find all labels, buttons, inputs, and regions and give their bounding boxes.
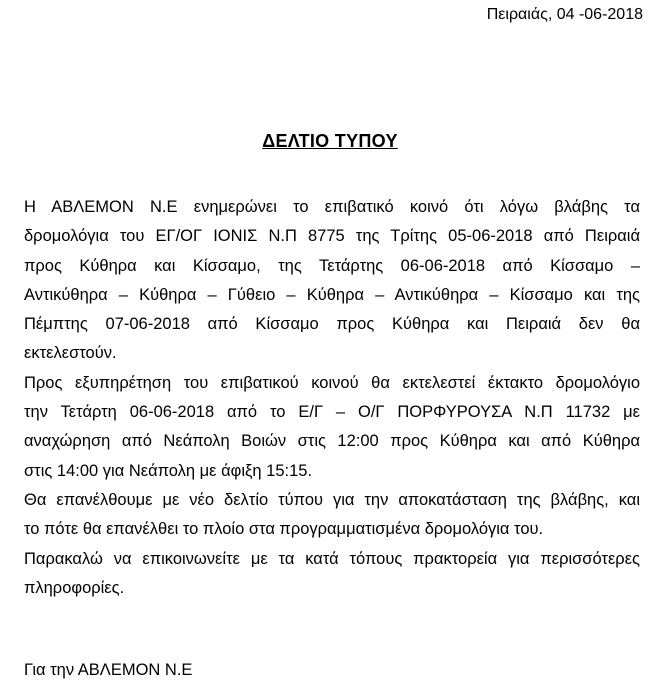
document-title: ΔΕΛΤΙΟ ΤΥΠΟΥ xyxy=(262,131,398,151)
body-line: στις 14:00 για Νεάπολη με άφιξη 15:15. xyxy=(24,461,313,480)
body-line: δρομολόγια του ΕΓ/ΟΓ ΙΟΝΙΣ Ν.Π 8775 της Τρίτης 05-06-2018 από Πειραιά xyxy=(24,227,640,246)
body-line: προς Κύθηρα και Κίσσαμο, της Τετάρτης 06-06-2018 από Κίσσαμο – xyxy=(24,256,640,275)
body-line: Θα επανέλθουμε με νέο δελτίο τύπου για την αποκατάσταση της βλάβης, και xyxy=(24,490,640,509)
body-line: Πέμπτης 07-06-2018 από Κίσσαμο προς Κύθηρα και Πειραιά δεν θα xyxy=(24,315,640,334)
body-line: Αντικύθηρα – Κύθηρα – Γύθειο – Κύθηρα – Αντικύθηρα – Κίσσαμο και της xyxy=(24,285,640,304)
body-line: πληροφορίες. xyxy=(24,578,125,597)
document-date: Πειραιάς, 04 -06-2018 xyxy=(486,6,643,23)
body-line: το πότε θα επανέλθει το πλοίο στα προγραμματισμένα δρομολόγια του. xyxy=(24,520,544,539)
signature-line: Για την ΑΒΛΕΜΟΝ Ν.Ε xyxy=(24,661,193,679)
body-line: Προς εξυπηρέτηση του επιβατικού κοινού θα εκτελεστεί έκτακτο δρομολόγιο xyxy=(24,373,640,392)
body-line: Παρακαλώ να επικοινωνείτε με τα κατά τόπους πρακτορεία για περισσότερες xyxy=(24,549,640,568)
body-line: αναχώρηση από Νεάπολη Βοιών στις 12:00 προς Κύθηρα και από Κύθηρα xyxy=(24,432,640,451)
document-body xyxy=(24,193,640,603)
body-line: Η ΑΒΛΕΜΟΝ Ν.Ε ενημερώνει το επιβατικό κοινό ότι λόγω βλάβης τα xyxy=(24,198,640,216)
body-line: την Τετάρτη 06-06-2018 από το Ε/Γ – Ο/Γ ΠΟΡΦΥΡΟΥΣΑ Ν.Π 11732 με xyxy=(24,403,640,422)
body-line: εκτελεστούν. xyxy=(24,344,117,363)
